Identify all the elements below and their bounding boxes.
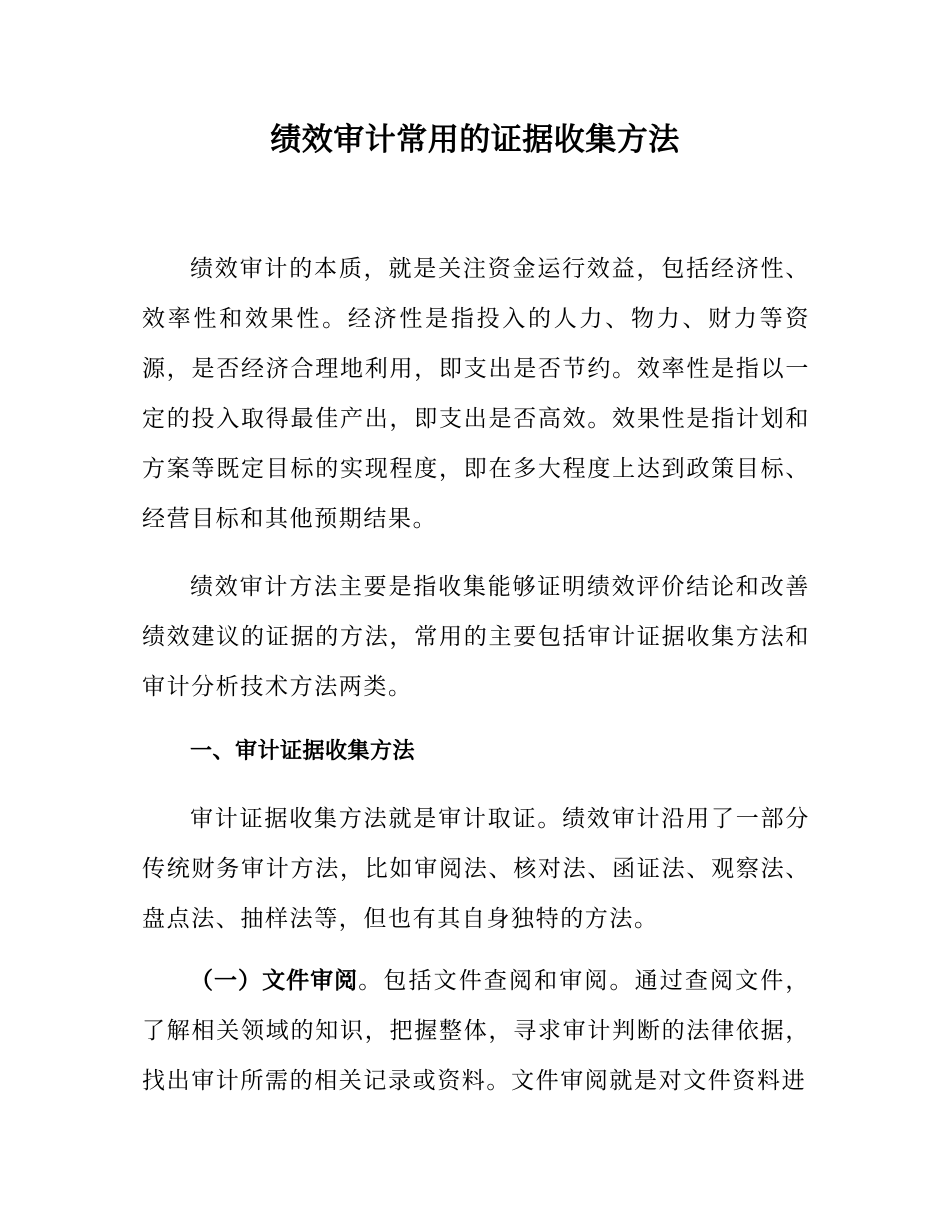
paragraph-essence-of-performance-audit: 绩效审计的本质，就是关注资金运行效益，包括经济性、效率性和效果性。经济性是指投入的人力、物力、财力等资源，是否经济合理地利用，即支出是否节约。效率性是指以一定的投入取得最佳产出，即支出是否高效。效果性是指计划和方案等既定目标的实现程度，即在多大程度上达到政策目标、经营目标和其他预期结果。 — [142, 256, 810, 532]
paragraph-evidence-collection-methods: 审计证据收集方法就是审计取证。绩效审计沿用了一部分传统财务审计方法，比如审阅法、核对法、函证法、观察法、盘点法、抽样法等，但也有其自身独特的方法。 — [142, 806, 810, 932]
paragraph-document-review — [142, 956, 810, 1106]
paragraph-audit-methods-overview: 绩效审计方法主要是指收集能够证明绩效评价结论和改善绩效建议的证据的方法，常用的主要包括审计证据收集方法和审计分析技术方法两类。 — [142, 574, 810, 700]
subsection-label-document-review: （一）文件审阅 — [190, 968, 359, 994]
paragraph-document-review-text: 。包括文件查阅和审阅。通过查阅文件，了解相关领域的知识，把握整体，寻求审计判断的法律依据，找出审计所需的相关记录或资料。文件审阅就是对文件资料进 — [142, 968, 810, 1094]
section-heading-evidence-collection: 一、审计证据收集方法 — [190, 739, 416, 764]
document-title: 绩效审计常用的证据收集方法 — [270, 122, 680, 158]
